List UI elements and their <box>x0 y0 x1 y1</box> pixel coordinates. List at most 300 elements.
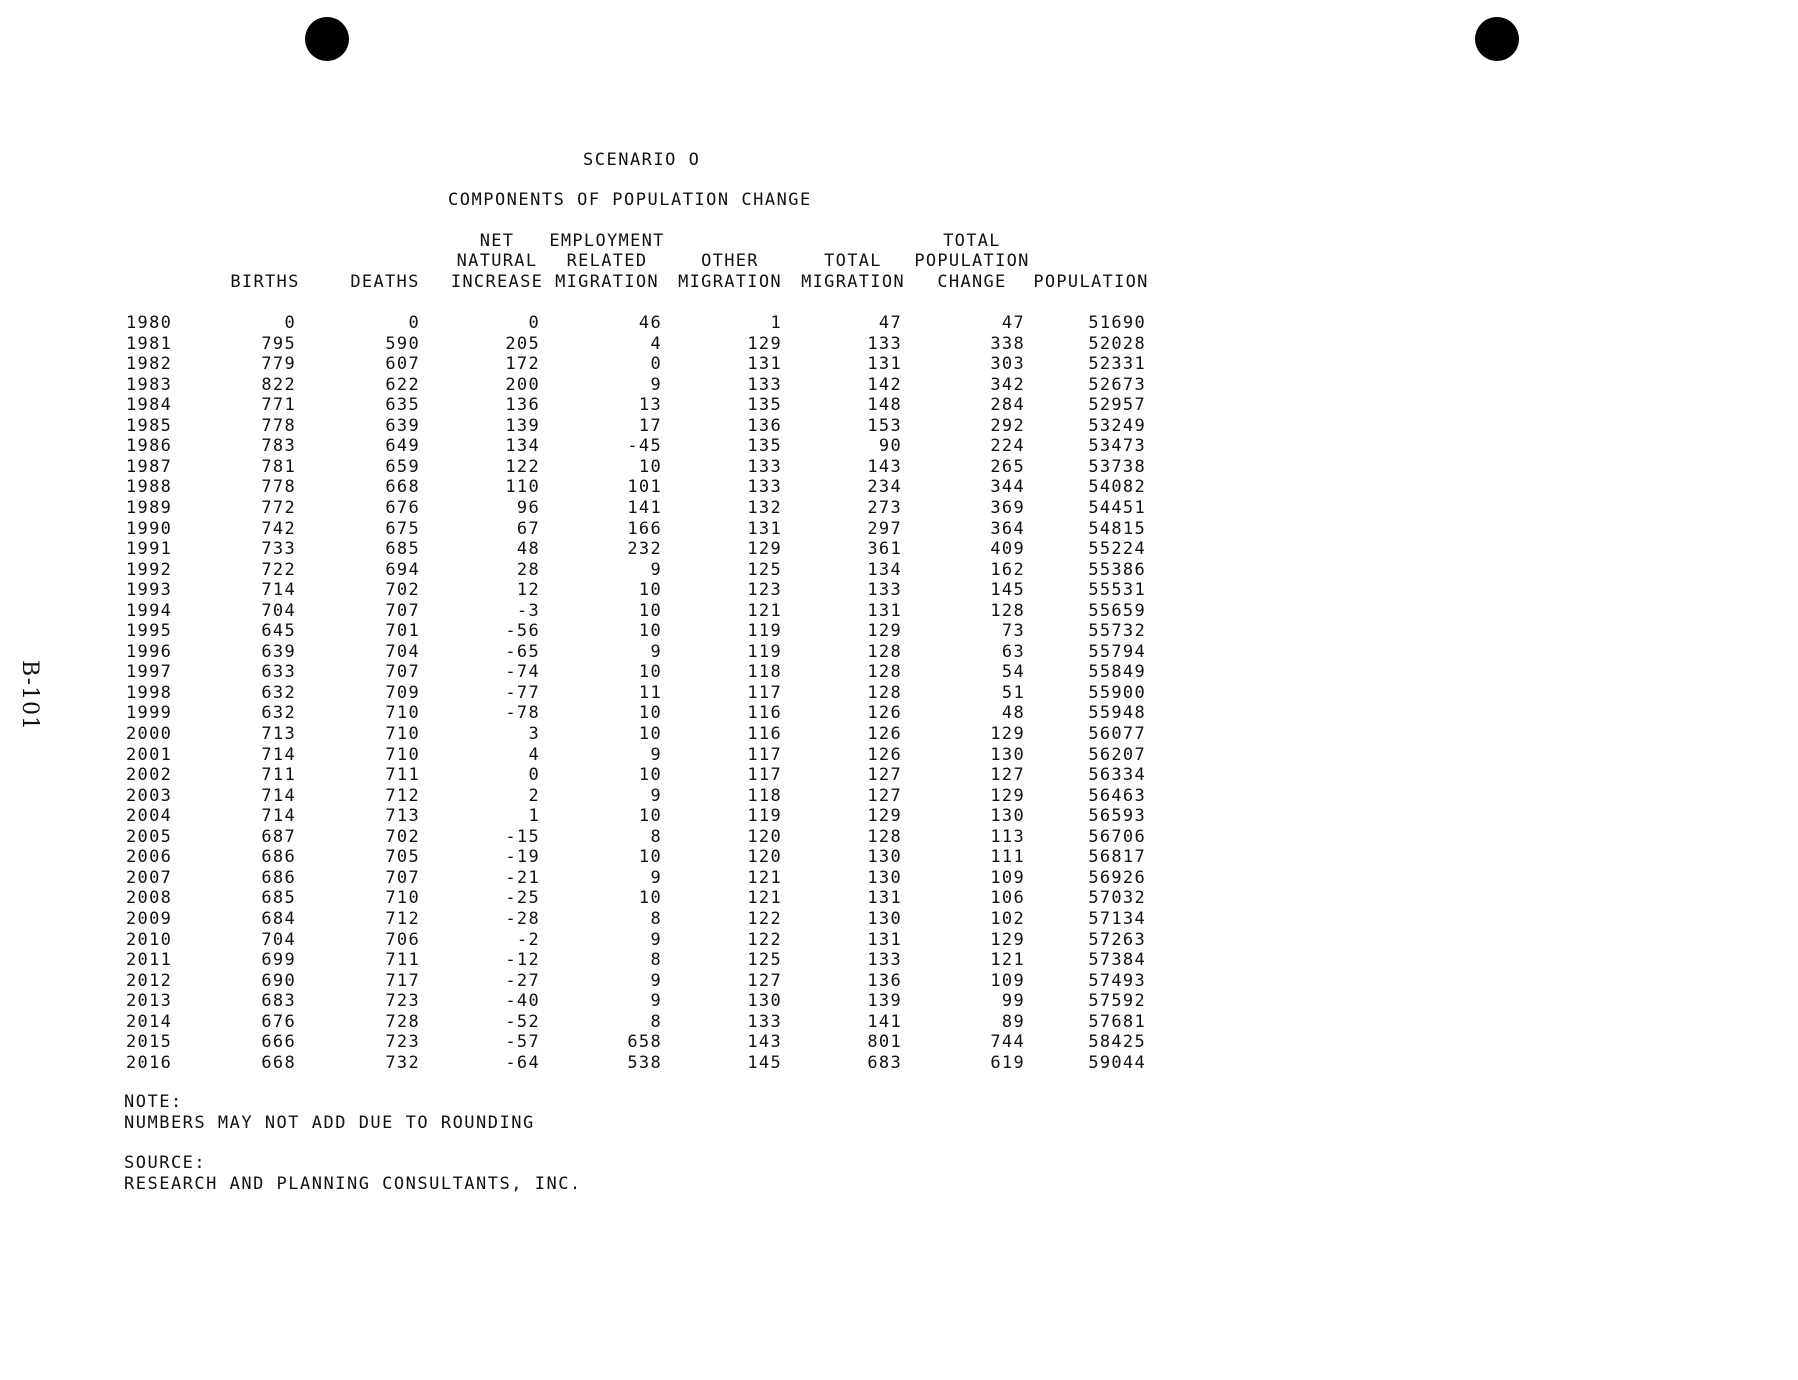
note-text: NUMBERS MAY NOT ADD DUE TO ROUNDING <box>124 1112 535 1133</box>
column-header-line: EMPLOYMENT <box>549 230 665 251</box>
population-cell: 56334 <box>1088 765 1146 786</box>
total-population-change-cell: 265 <box>990 456 1025 477</box>
population-cell: 52028 <box>1088 333 1146 354</box>
total-population-change-cell: 48 <box>1001 703 1025 724</box>
total-migration-cell: 134 <box>867 559 902 580</box>
population-cell: 57384 <box>1088 950 1146 971</box>
births-cell: 632 <box>261 703 296 724</box>
net-natural-increase-cell: 139 <box>505 415 540 436</box>
total-population-change-cell: 292 <box>990 415 1025 436</box>
births-cell: 822 <box>261 374 296 395</box>
other-migration-cell: 129 <box>747 333 782 354</box>
deaths-cell: 707 <box>385 867 420 888</box>
total-migration-cell: 131 <box>867 354 902 375</box>
other-migration-cell: 119 <box>747 621 782 642</box>
total-migration-cell: 130 <box>867 867 902 888</box>
net-natural-increase-cell: -21 <box>505 867 540 888</box>
total-migration-cell: 131 <box>867 929 902 950</box>
births-cell: 0 <box>284 313 296 333</box>
births-cell: 687 <box>261 826 296 847</box>
year-cell: 1990 <box>126 518 173 539</box>
year-cell: 1992 <box>126 559 173 580</box>
employment-related-migration-cell: 9 <box>650 970 662 991</box>
population-cell: 55386 <box>1088 559 1146 580</box>
employment-related-migration-cell: 10 <box>638 580 662 601</box>
population-cell: 56207 <box>1088 744 1146 765</box>
table-row <box>0 930 1200 950</box>
total-migration-cell: 683 <box>867 1052 902 1073</box>
net-natural-increase-cell: -40 <box>505 991 540 1012</box>
deaths-cell: 694 <box>385 559 420 580</box>
year-cell: 2003 <box>126 785 173 806</box>
total-migration-cell: 90 <box>878 436 902 457</box>
table-row <box>0 703 1200 723</box>
employment-related-migration-cell: 10 <box>638 724 662 744</box>
year-cell: 2014 <box>126 1011 173 1032</box>
net-natural-increase-cell: 12 <box>516 580 540 601</box>
employment-related-migration-cell: 8 <box>650 1011 662 1032</box>
other-migration-cell: 116 <box>747 703 782 724</box>
year-cell: 2009 <box>126 908 173 929</box>
total-migration-cell: 143 <box>867 456 902 477</box>
binder-hole-left <box>305 17 349 61</box>
source-heading: SOURCE: <box>124 1153 207 1173</box>
net-natural-increase-cell: -3 <box>516 600 540 621</box>
net-natural-increase-cell: 0 <box>528 765 540 786</box>
total-population-change-cell: 344 <box>990 477 1025 498</box>
total-migration-cell: 234 <box>867 477 902 498</box>
other-migration-cell: 118 <box>747 662 782 683</box>
table-row <box>0 745 1200 765</box>
column-header-deaths <box>350 232 419 292</box>
deaths-cell: 707 <box>385 600 420 621</box>
total-population-change-cell: 127 <box>990 765 1025 786</box>
births-cell: 713 <box>261 724 296 744</box>
deaths-cell: 710 <box>385 703 420 724</box>
births-cell: 676 <box>261 1011 296 1032</box>
table-row <box>0 662 1200 682</box>
table-row <box>0 457 1200 477</box>
other-migration-cell: 135 <box>747 395 782 416</box>
table-row <box>0 539 1200 559</box>
deaths-cell: 705 <box>385 847 420 868</box>
total-migration-cell: 139 <box>867 991 902 1012</box>
employment-related-migration-cell: 101 <box>627 477 662 498</box>
total-population-change-cell: 162 <box>990 559 1025 580</box>
other-migration-cell: 121 <box>747 600 782 621</box>
total-population-change-cell: 121 <box>990 950 1025 971</box>
employment-related-migration-cell: 0 <box>650 354 662 375</box>
deaths-cell: 622 <box>385 374 420 395</box>
net-natural-increase-cell: 4 <box>528 744 540 765</box>
population-cell: 54082 <box>1088 477 1146 498</box>
population-cell: 57493 <box>1088 970 1146 991</box>
year-cell: 2005 <box>126 826 173 847</box>
employment-related-migration-cell: 232 <box>627 539 662 560</box>
column-header-line: DEATHS <box>350 271 420 292</box>
net-natural-increase-cell: -52 <box>505 1011 540 1032</box>
total-population-change-cell: 51 <box>1001 682 1025 703</box>
population-cell: 56077 <box>1088 724 1146 744</box>
table-row <box>0 416 1200 436</box>
table-row <box>0 909 1200 929</box>
year-cell: 2012 <box>126 970 173 991</box>
total-population-change-cell: 129 <box>990 929 1025 950</box>
binder-hole-right <box>1475 17 1519 61</box>
total-migration-cell: 133 <box>867 333 902 354</box>
population-cell: 56817 <box>1088 847 1146 868</box>
other-migration-cell: 121 <box>747 867 782 888</box>
total-migration-cell: 297 <box>867 518 902 539</box>
other-migration-cell: 120 <box>747 847 782 868</box>
births-cell: 668 <box>261 1052 296 1073</box>
employment-related-migration-cell: 9 <box>650 744 662 765</box>
net-natural-increase-cell: 67 <box>516 518 540 539</box>
total-migration-cell: 127 <box>867 765 902 786</box>
deaths-cell: 723 <box>385 991 420 1012</box>
year-cell: 1991 <box>126 539 173 560</box>
births-cell: 795 <box>261 333 296 354</box>
births-cell: 714 <box>261 806 296 827</box>
net-natural-increase-cell: 3 <box>528 724 540 744</box>
table-row <box>0 395 1200 415</box>
net-natural-increase-cell: -56 <box>505 621 540 642</box>
total-migration-cell: 361 <box>867 539 902 560</box>
other-migration-cell: 145 <box>747 1052 782 1073</box>
deaths-cell: 709 <box>385 682 420 703</box>
employment-related-migration-cell: 8 <box>650 950 662 971</box>
page-title: SCENARIO O <box>583 150 701 170</box>
total-population-change-cell: 303 <box>990 354 1025 375</box>
net-natural-increase-cell: -15 <box>505 826 540 847</box>
total-migration-cell: 133 <box>867 950 902 971</box>
population-cell: 53249 <box>1088 415 1146 436</box>
births-cell: 686 <box>261 847 296 868</box>
deaths-cell: 701 <box>385 621 420 642</box>
population-cell: 53738 <box>1088 456 1146 477</box>
other-migration-cell: 117 <box>747 744 782 765</box>
births-cell: 714 <box>261 744 296 765</box>
deaths-cell: 712 <box>385 785 420 806</box>
deaths-cell: 706 <box>385 929 420 950</box>
note-heading: NOTE: <box>124 1092 183 1112</box>
population-cell: 53473 <box>1088 436 1146 457</box>
other-migration-cell: 118 <box>747 785 782 806</box>
total-migration-cell: 131 <box>867 888 902 909</box>
net-natural-increase-cell: 205 <box>505 333 540 354</box>
total-migration-cell: 128 <box>867 682 902 703</box>
deaths-cell: 659 <box>385 456 420 477</box>
deaths-cell: 710 <box>385 724 420 744</box>
population-cell: 59044 <box>1088 1052 1146 1073</box>
total-population-change-cell: 102 <box>990 908 1025 929</box>
deaths-cell: 707 <box>385 662 420 683</box>
births-cell: 699 <box>261 950 296 971</box>
population-cell: 55794 <box>1088 641 1146 662</box>
deaths-cell: 711 <box>385 950 420 971</box>
table-row <box>0 786 1200 806</box>
year-cell: 1988 <box>126 477 173 498</box>
population-cell: 57134 <box>1088 908 1146 929</box>
total-population-change-cell: 224 <box>990 436 1025 457</box>
net-natural-increase-cell: -78 <box>505 703 540 724</box>
deaths-cell: 704 <box>385 641 420 662</box>
net-natural-increase-cell: -64 <box>505 1052 540 1073</box>
column-header-line: NET <box>479 230 515 251</box>
table-row <box>0 868 1200 888</box>
other-migration-cell: 1 <box>770 313 782 333</box>
other-migration-cell: 133 <box>747 477 782 498</box>
births-cell: 778 <box>261 477 296 498</box>
deaths-cell: 713 <box>385 806 420 827</box>
year-cell: 1980 <box>126 313 173 333</box>
total-migration-cell: 128 <box>867 662 902 683</box>
table-row <box>0 683 1200 703</box>
net-natural-increase-cell: -57 <box>505 1032 540 1053</box>
note-block <box>124 1092 582 1133</box>
other-migration-cell: 123 <box>747 580 782 601</box>
employment-related-migration-cell: 9 <box>650 785 662 806</box>
column-header-population <box>1033 232 1148 292</box>
year-cell: 1998 <box>126 682 173 703</box>
year-cell: 1989 <box>126 497 173 518</box>
total-population-change-cell: 89 <box>1001 1011 1025 1032</box>
population-cell: 56706 <box>1088 826 1146 847</box>
employment-related-migration-cell: 13 <box>638 395 662 416</box>
other-migration-cell: 120 <box>747 826 782 847</box>
other-migration-cell: 119 <box>747 806 782 827</box>
total-migration-cell: 130 <box>867 908 902 929</box>
deaths-cell: 711 <box>385 765 420 786</box>
net-natural-increase-cell: 136 <box>505 395 540 416</box>
table-row <box>0 560 1200 580</box>
deaths-cell: 717 <box>385 970 420 991</box>
employment-related-migration-cell: 166 <box>627 518 662 539</box>
total-population-change-cell: 129 <box>990 785 1025 806</box>
population-cell: 55659 <box>1088 600 1146 621</box>
births-cell: 714 <box>261 580 296 601</box>
other-migration-cell: 122 <box>747 929 782 950</box>
population-cell: 55948 <box>1088 703 1146 724</box>
net-natural-increase-cell: -2 <box>516 929 540 950</box>
year-cell: 1993 <box>126 580 173 601</box>
births-cell: 686 <box>261 867 296 888</box>
employment-related-migration-cell: 141 <box>627 497 662 518</box>
other-migration-cell: 127 <box>747 970 782 991</box>
births-cell: 772 <box>261 497 296 518</box>
net-natural-increase-cell: -27 <box>505 970 540 991</box>
column-header-total-migration <box>801 232 905 292</box>
column-header-net-natural-increase <box>451 232 543 292</box>
births-cell: 632 <box>261 682 296 703</box>
population-cell: 57681 <box>1088 1011 1146 1032</box>
column-header-other-migration <box>678 232 782 292</box>
births-cell: 685 <box>261 888 296 909</box>
net-natural-increase-cell: 48 <box>516 539 540 560</box>
deaths-cell: 723 <box>385 1032 420 1053</box>
net-natural-increase-cell: 0 <box>528 313 540 333</box>
column-header-births <box>230 232 299 292</box>
net-natural-increase-cell: -65 <box>505 641 540 662</box>
total-population-change-cell: 145 <box>990 580 1025 601</box>
other-migration-cell: 136 <box>747 415 782 436</box>
table-row <box>0 971 1200 991</box>
column-header-line: BIRTHS <box>230 271 300 292</box>
net-natural-increase-cell: -28 <box>505 908 540 929</box>
table-subtitle: COMPONENTS OF POPULATION CHANGE <box>448 190 812 210</box>
births-cell: 778 <box>261 415 296 436</box>
total-migration-cell: 126 <box>867 744 902 765</box>
total-population-change-cell: 744 <box>990 1032 1025 1053</box>
population-cell: 56593 <box>1088 806 1146 827</box>
year-cell: 2015 <box>126 1032 173 1053</box>
other-migration-cell: 125 <box>747 559 782 580</box>
year-cell: 2011 <box>126 950 173 971</box>
other-migration-cell: 133 <box>747 374 782 395</box>
other-migration-cell: 135 <box>747 436 782 457</box>
total-population-change-cell: 47 <box>1001 313 1025 333</box>
employment-related-migration-cell: 8 <box>650 908 662 929</box>
other-migration-cell: 117 <box>747 682 782 703</box>
total-migration-cell: 126 <box>867 703 902 724</box>
total-migration-cell: 153 <box>867 415 902 436</box>
other-migration-cell: 119 <box>747 641 782 662</box>
population-cell: 57263 <box>1088 929 1146 950</box>
net-natural-increase-cell: 122 <box>505 456 540 477</box>
year-cell: 2000 <box>126 724 173 744</box>
deaths-cell: 635 <box>385 395 420 416</box>
deaths-cell: 685 <box>385 539 420 560</box>
other-migration-cell: 129 <box>747 539 782 560</box>
deaths-cell: 710 <box>385 744 420 765</box>
table-row <box>0 580 1200 600</box>
year-cell: 2008 <box>126 888 173 909</box>
table-row <box>0 991 1200 1011</box>
deaths-cell: 710 <box>385 888 420 909</box>
employment-related-migration-cell: 10 <box>638 703 662 724</box>
population-cell: 56926 <box>1088 867 1146 888</box>
table-row <box>0 847 1200 867</box>
table-row <box>0 806 1200 826</box>
other-migration-cell: 130 <box>747 991 782 1012</box>
deaths-cell: 702 <box>385 826 420 847</box>
column-header-line: MIGRATION <box>555 271 659 292</box>
table-row <box>0 1032 1200 1052</box>
table-row <box>0 498 1200 518</box>
net-natural-increase-cell: 28 <box>516 559 540 580</box>
year-cell: 1994 <box>126 600 173 621</box>
net-natural-increase-cell: -25 <box>505 888 540 909</box>
year-cell: 1995 <box>126 621 173 642</box>
total-population-change-cell: 99 <box>1001 991 1025 1012</box>
employment-related-migration-cell: 10 <box>638 888 662 909</box>
births-cell: 733 <box>261 539 296 560</box>
total-population-change-cell: 111 <box>990 847 1025 868</box>
table-row <box>0 621 1200 641</box>
total-migration-cell: 148 <box>867 395 902 416</box>
column-header-total-population-change <box>914 232 1029 292</box>
table-row <box>0 827 1200 847</box>
deaths-cell: 590 <box>385 333 420 354</box>
births-cell: 684 <box>261 908 296 929</box>
year-cell: 1984 <box>126 395 173 416</box>
total-population-change-cell: 284 <box>990 395 1025 416</box>
page-number: B-101 <box>17 660 42 731</box>
table-row <box>0 334 1200 354</box>
total-migration-cell: 141 <box>867 1011 902 1032</box>
deaths-cell: 702 <box>385 580 420 601</box>
total-migration-cell: 129 <box>867 621 902 642</box>
year-cell: 2010 <box>126 929 173 950</box>
notes-section <box>124 1092 582 1214</box>
employment-related-migration-cell: 10 <box>638 600 662 621</box>
population-cell: 55732 <box>1088 621 1146 642</box>
births-cell: 666 <box>261 1032 296 1053</box>
net-natural-increase-cell: -74 <box>505 662 540 683</box>
total-population-change-cell: 342 <box>990 374 1025 395</box>
total-migration-cell: 128 <box>867 826 902 847</box>
column-header-line: MIGRATION <box>801 271 905 292</box>
table-row <box>0 354 1200 374</box>
population-cell: 51690 <box>1088 313 1146 333</box>
births-cell: 779 <box>261 354 296 375</box>
total-population-change-cell: 106 <box>990 888 1025 909</box>
births-cell: 704 <box>261 600 296 621</box>
year-cell: 2013 <box>126 991 173 1012</box>
total-population-change-cell: 338 <box>990 333 1025 354</box>
total-population-change-cell: 128 <box>990 600 1025 621</box>
year-cell: 2002 <box>126 765 173 786</box>
employment-related-migration-cell: 10 <box>638 456 662 477</box>
total-population-change-cell: 130 <box>990 744 1025 765</box>
column-header-line: POPULATION <box>1033 271 1149 292</box>
employment-related-migration-cell: 10 <box>638 621 662 642</box>
total-migration-cell: 133 <box>867 580 902 601</box>
total-migration-cell: 127 <box>867 785 902 806</box>
employment-related-migration-cell: 10 <box>638 806 662 827</box>
net-natural-increase-cell: 200 <box>505 374 540 395</box>
employment-related-migration-cell: 10 <box>638 765 662 786</box>
table-row <box>0 601 1200 621</box>
table-row <box>0 519 1200 539</box>
births-cell: 683 <box>261 991 296 1012</box>
year-cell: 1986 <box>126 436 173 457</box>
total-population-change-cell: 109 <box>990 970 1025 991</box>
table-row <box>0 375 1200 395</box>
population-cell: 58425 <box>1088 1032 1146 1053</box>
employment-related-migration-cell: 11 <box>638 682 662 703</box>
deaths-cell: 0 <box>408 313 420 333</box>
population-cell: 55849 <box>1088 662 1146 683</box>
employment-related-migration-cell: 9 <box>650 559 662 580</box>
source-text: RESEARCH AND PLANNING CONSULTANTS, INC. <box>124 1173 582 1194</box>
column-header-line: OTHER <box>701 251 759 271</box>
column-header-line: CHANGE <box>937 271 1007 292</box>
year-cell: 1996 <box>126 641 173 662</box>
population-cell: 52331 <box>1088 354 1146 375</box>
population-cell: 56463 <box>1088 785 1146 806</box>
other-migration-cell: 121 <box>747 888 782 909</box>
total-population-change-cell: 409 <box>990 539 1025 560</box>
employment-related-migration-cell: 9 <box>650 867 662 888</box>
column-header-line: TOTAL <box>943 230 1001 251</box>
net-natural-increase-cell: 2 <box>528 785 540 806</box>
births-cell: 771 <box>261 395 296 416</box>
other-migration-cell: 143 <box>747 1032 782 1053</box>
births-cell: 714 <box>261 785 296 806</box>
employment-related-migration-cell: -45 <box>627 436 662 457</box>
column-header-employment-related-migration <box>549 232 664 292</box>
